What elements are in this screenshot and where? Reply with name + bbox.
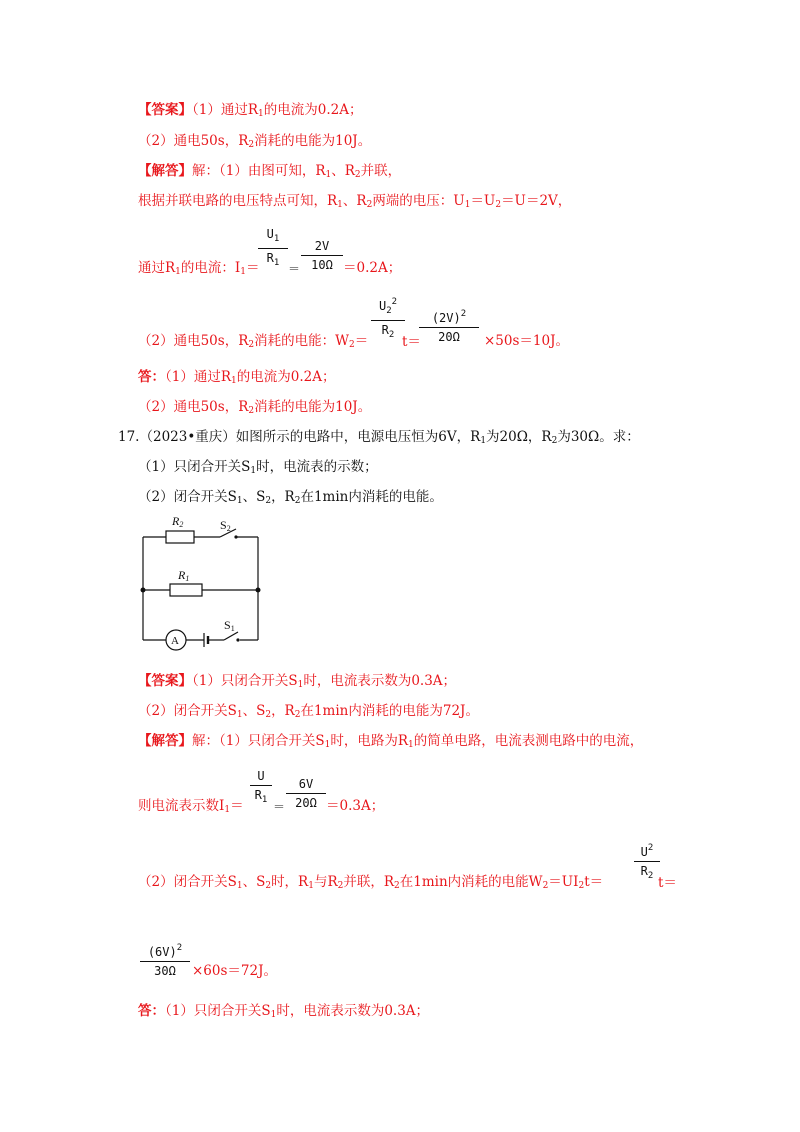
answer-line-1: 【答案】（1）通过$R_1$的电流为0.2A；: [138, 102, 363, 119]
q17-answer-line-1: 【答案】（1）只闭合开关$S_1$时，电流表示数为0.3A；: [138, 673, 457, 690]
label-ammeter: A: [171, 635, 179, 647]
q17-part2-t: t＝: [658, 875, 677, 891]
fraction-usq-r2: $U^2$ $R_2$: [634, 840, 660, 884]
current-line: 通过$R_1$的电流：$I_1=$: [138, 260, 260, 277]
q17-reading-line: 则电流表示数$I_1=$: [138, 798, 244, 815]
fraction-6v-20ohm: 6V 20Ω: [286, 776, 326, 811]
q17-part2-line: （2）闭合开关$S_1$、$S_2$时，$R_1$与$R_2$并联，$R_2$在1min内消耗的电能$W_2=UI_2t=$: [138, 874, 604, 891]
switch-s1-contact: [236, 638, 239, 641]
question-part-1: （1）只闭合开关$S_1$时，电流表的示数；: [138, 459, 378, 476]
resistor-r1: [170, 584, 202, 596]
label-r1: R1: [178, 568, 190, 583]
fraction-u1-r1: $U_1$ $R_1$: [258, 226, 288, 271]
q17-reading-result: ＝0.3A；: [326, 798, 385, 814]
question-number: 17.: [118, 429, 140, 445]
junction-right: [256, 588, 261, 593]
energy-result: ×50s＝10J。: [484, 333, 570, 349]
fraction-2v-10ohm: 2V 10Ω: [301, 238, 343, 273]
energy-line: （2）通电50s，$R_2$消耗的电能：$W_2=$: [138, 333, 369, 350]
current-result: ＝0.2A；: [343, 260, 402, 276]
label-r2: R2: [172, 514, 184, 529]
final-tag: 答：: [138, 369, 165, 385]
q17-final-line-1: 答：（1）只闭合开关$S_1$时，电流表示数为0.3A；: [138, 1003, 430, 1020]
question-17-stem: 17.（2023•重庆）如图所示的电路中，电源电压恒为6V，$R_1$为20Ω，$R_2$为30Ω。求：: [118, 429, 640, 446]
final-line-2: （2）通电50s，$R_2$消耗的电能为10J。: [138, 399, 372, 416]
fraction-6v-sq-30ohm: $(6V)^2$ 30Ω: [140, 940, 190, 979]
label-s2: S2: [220, 518, 231, 533]
q17-part2-result: ×60s＝72J。: [192, 963, 278, 979]
energy-t: t＝: [402, 334, 421, 350]
fraction-2v-sq-20ohm: $(2V)^2$ 20Ω: [419, 306, 479, 345]
q17-answer-line-2: （2）闭合开关$S_1$、$S_2$，$R_2$在1min内消耗的电能为72J。: [138, 703, 479, 720]
equals-sign: ＝: [288, 262, 301, 276]
voltage-line: 根据并联电路的电压特点可知，$R_1$、$R_2$两端的电压：$U_1=U_2=U=2V$，: [138, 193, 572, 210]
circuit-diagram: [136, 512, 266, 652]
switch-s2-contact: [234, 535, 237, 538]
switch-s1-blade: [224, 632, 238, 640]
junction-left: [141, 588, 146, 593]
equals-sign-2: ＝: [273, 800, 286, 814]
question-part-2: （2）闭合开关$S_1$、$S_2$，$R_2$在1min内消耗的电能。: [138, 489, 443, 506]
label-s1: S1: [224, 618, 235, 633]
fraction-u-r1: U $R_1$: [250, 768, 272, 808]
answer-line-2: （2）通电50s，$R_2$消耗的电能为10J。: [138, 133, 372, 150]
resistor-r2: [166, 531, 194, 543]
fraction-u2sq-r2: $U_2^2$ $R_2$: [371, 294, 405, 343]
solve-line-1: 【解答】解：（1）由图可知，$R_1$、$R_2$并联，: [138, 163, 402, 180]
answer-tag: 【答案】: [138, 102, 192, 118]
solve-tag: 【解答】: [138, 163, 192, 179]
q17-solve-line-1: 【解答】解：（1）只闭合开关$S_1$时，电路为$R_1$的简单电路，电流表测电路中的电流，: [138, 733, 644, 750]
final-line-1: 答：（1）通过$R_1$的电流为0.2A；: [138, 369, 336, 386]
